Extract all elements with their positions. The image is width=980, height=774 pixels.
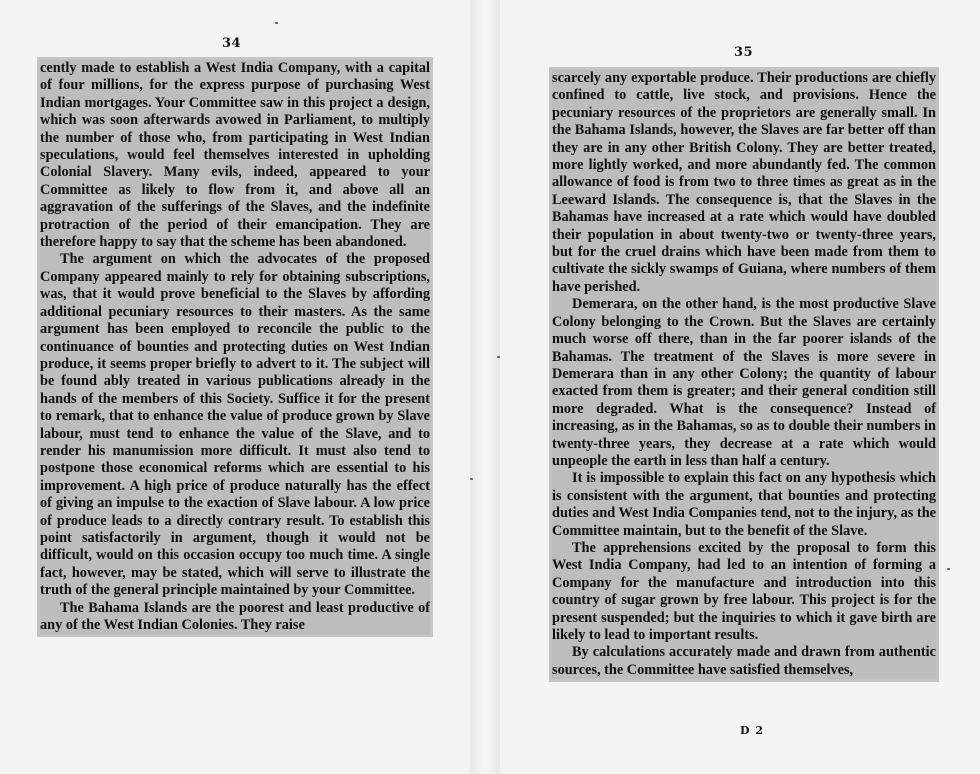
left-page [0,0,470,774]
book-gutter [470,0,500,774]
paragraph: By calculations accurately made and drawn from authentic sources, the Committee have satisfied themselves, [552,644,936,678]
page-number-right: 35 [734,45,754,60]
paragraph: The Bahama Islands are the poorest and least productive of any of the West Indian Colonies. They raise [40,599,430,633]
paragraph: The apprehensions excited by the proposal to form this West India Company, had led to an intention of forming a Company for the manufacture and introduction into this country of sugar grown by free labour. This project is for the present suspended; but the inquiries to which it gave birth are likely to lead to important results. [552,539,936,643]
left-page-text [40,60,430,634]
paragraph: Demerara, on the other hand, is the most productive Slave Colony belonging to the Crown. But the Slaves are certainly much worse off there, than in the far poorer islands of the Bahamas. The treatment of the Slaves is more severe in Demerara than in any other Colony; the quantity of labour exacted from them is greater; and their general condition still more degraded. What is the consequence? Instead of increasing, as in the Bahamas, so as to double their numbers in twenty-three years, they decrease at a rate which would unpeople the earth in less than half a century. [552,296,936,469]
paper-speck [497,356,500,358]
paper-speck [947,568,950,570]
paragraph: scarcely any exportable produce. Their productions are chiefly confined to cattle, live stock, and provisions. Hence the pecuniary resources of the proprietors are generally small. In the Bahama Islands, however, the Slaves are far better off than they are in any other British Colony. They are better treated, more lightly worked, and more abundantly fed. The common allowance of food is from two to three times as great as in the Leeward Islands. The consequence is, that the Slaves in the Bahamas have increased at a rate which would have doubled their population in about twenty-two or twenty-three years, but for the cruel drains which have been made from them to cultivate the sickly swamps of Guiana, where numbers of them have perished. [552,70,936,295]
paragraph: cently made to establish a West India Company, with a capital of four millions, for the express purpose of purchasing West Indian mortgages. Your Committee saw in this project a design, which was soon afterwards avowed in Parliament, to multiply the number of those who, from participating in West Indian speculations, would feel themselves interested in upholding Colonial Slavery. Many evils, indeed, appeared to your Committee as likely to flow from it, and above all an aggravation of the sufferings of the Slaves, and the indefinite protraction of the period of their emancipation. They are therefore happy to say that the scheme has been abandoned. [40,60,430,251]
paragraph: The argument on which the advocates of the proposed Company appeared mainly to rely for obtaining subscriptions, was, that it would prove beneficial to the Slaves by affording additional pecuniary resources to their masters. As the same argument has been employed to reconcile the public to the continuance of bounties and protecting duties on West Indian produce, it seems proper briefly to advert to it. The subject will be found ably treated in various publications already in the hands of the members of this Society. Suffice it for the present to remark, that to enhance the value of produce grown by Slave labour, must tend to enhance the value of the Slave, and to render his manumission more difficult. It must also tend to postpone those economical reforms which are essential to his improvement. A high price of produce naturally has the effect of giving an impulse to the exaction of Slave labour. A low price of produce leads to a directly contrary result. To establish this point satisfactorily in argument, though it would not be difficult, would on this occasion occupy too much time. A single fact, however, may be stated, which will serve to illustrate the truth of the general principle maintained by your Committee. [40,251,430,599]
right-page-text [552,70,936,679]
paper-speck [470,478,473,480]
paragraph: It is impossible to explain this fact on any hypothesis which is consistent with the argument, that bounties and protecting duties and West India Companies tend, not to the injury, as the Committee maintain, but to the benefit of the Slave. [552,470,936,539]
signature-mark: D 2 [740,724,765,737]
page-number-left: 34 [222,36,242,51]
paper-speck [275,22,278,24]
